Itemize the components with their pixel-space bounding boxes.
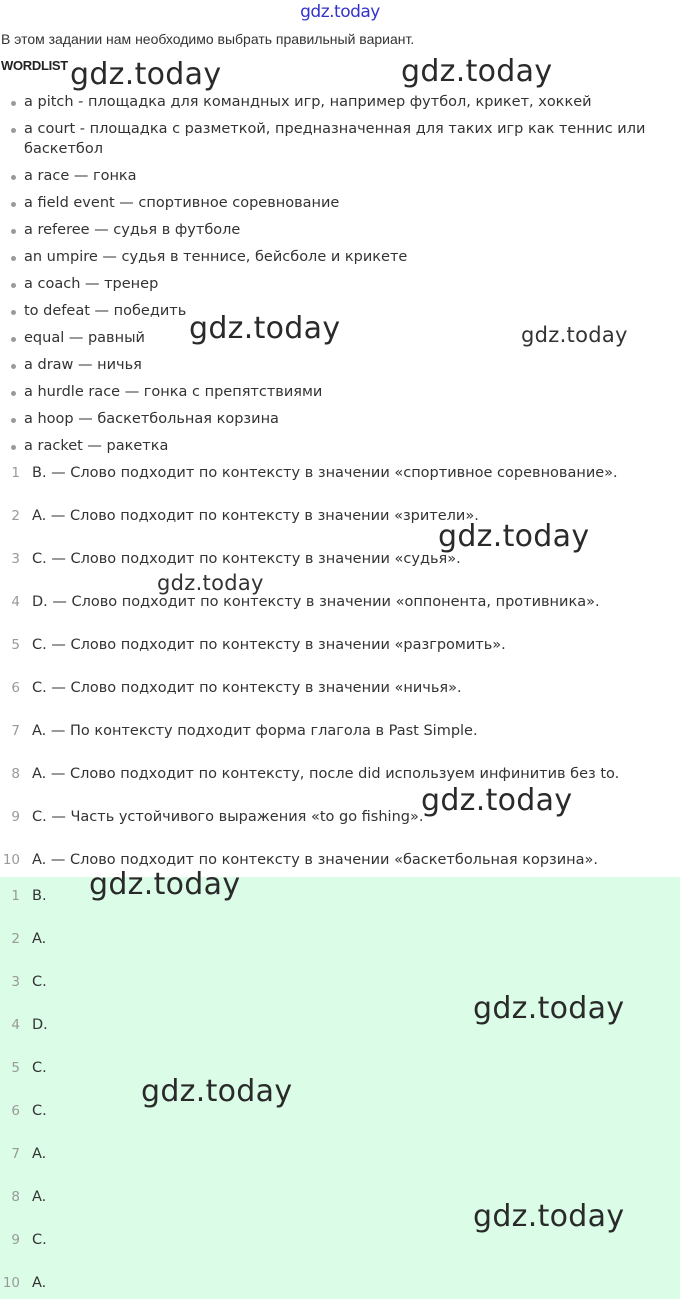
wordlist-item (0, 409, 660, 429)
explanation-row (0, 764, 680, 807)
watermark: gdz.today (157, 571, 264, 595)
item-number: 5 (11, 637, 20, 653)
wordlist-item (0, 220, 660, 240)
answer-text: C. (32, 1232, 47, 1248)
explanation-row (0, 678, 680, 721)
wordlist-item-text: a racket — ракетка (24, 438, 169, 454)
item-number: 6 (11, 1103, 20, 1119)
watermark: gdz.today (401, 54, 553, 89)
watermark: gdz.today (473, 991, 625, 1026)
bullet-dot-icon (11, 445, 16, 450)
answer-text: A. (32, 1275, 47, 1291)
bullet-dot-icon (11, 283, 16, 288)
wordlist-item (0, 193, 660, 213)
bullet-dot-icon (11, 175, 16, 180)
item-number: 2 (11, 931, 20, 947)
bullet-dot-icon (11, 101, 16, 106)
answer-text: D. (32, 1017, 48, 1033)
wordlist-item-text: a coach — тренер (24, 276, 159, 292)
bullet-dot-icon (11, 418, 16, 423)
explanation-text: C. — Слово подходит по контексту в значении «судья». (32, 551, 461, 567)
wordlist-item-text: a referee — судья в футболе (24, 222, 241, 238)
answer-text: A. (32, 1146, 47, 1162)
explanation-row (0, 463, 680, 506)
answer-row (0, 1273, 680, 1293)
wordlist-item (0, 274, 660, 294)
item-number: 1 (11, 888, 20, 904)
item-number: 6 (11, 680, 20, 696)
answer-text: B. (32, 888, 47, 904)
wordlist-item-text: a race — гонка (24, 168, 137, 184)
bullet-dot-icon (11, 391, 16, 396)
answer-text: C. (32, 974, 47, 990)
explanation-row (0, 592, 680, 635)
bullet-dot-icon (11, 337, 16, 342)
bullet-dot-icon (11, 229, 16, 234)
wordlist-item-text: a field event — спортивное соревнование (24, 195, 340, 211)
wordlist-item (0, 119, 660, 159)
explanation-text: C. — Часть устойчивого выражения «to go fishing». (32, 809, 424, 825)
task-intro: В этом задании нам необходимо выбрать правильный вариант. (1, 31, 415, 47)
item-number: 8 (11, 1189, 20, 1205)
item-number: 9 (11, 1232, 20, 1248)
bullet-dot-icon (11, 364, 16, 369)
explanation-text: A. — По контексту подходит форма глагола в Past Simple. (32, 723, 478, 739)
wordlist-item-text: an umpire — судья в теннисе, бейсболе и крикете (24, 249, 408, 265)
item-number: 8 (11, 766, 20, 782)
explanation-text: D. — Слово подходит по контексту в значении «оппонента, противника». (32, 594, 600, 610)
wordlist-item (0, 166, 660, 186)
answer-text: C. (32, 1103, 47, 1119)
wordlist-item (0, 382, 660, 402)
explanation-text: A. — Слово подходит по контексту, после did используем инфинитив без to. (32, 766, 620, 782)
explanation-row (0, 721, 680, 764)
wordlist-item (0, 92, 660, 112)
watermark: gdz.today (438, 519, 590, 554)
answer-row (0, 1101, 680, 1121)
answers-panel (0, 877, 680, 1299)
explanation-row (0, 807, 680, 850)
answer-row (0, 972, 680, 992)
answer-text: A. (32, 931, 47, 947)
wordlist-item-text: to defeat — победить (24, 303, 187, 319)
explanation-text: A. — Слово подходит по контексту в значении «баскетбольная корзина». (32, 852, 599, 868)
item-number: 2 (11, 508, 20, 524)
wordlist-item (0, 247, 660, 267)
watermark: gdz.today (421, 783, 573, 818)
item-number: 7 (11, 723, 20, 739)
wordlist-item (0, 436, 660, 456)
item-number: 1 (11, 465, 20, 481)
bullet-dot-icon (11, 310, 16, 315)
wordlist-title: WORDLIST (1, 58, 68, 73)
explanation-text: B. — Слово подходит по контексту в значении «спортивное соревнование». (32, 465, 618, 481)
item-number: 7 (11, 1146, 20, 1162)
explanation-text: C. — Слово подходит по контексту в значении «разгромить». (32, 637, 506, 653)
answer-text: A. (32, 1189, 47, 1205)
item-number: 10 (2, 1275, 20, 1291)
item-number: 9 (11, 809, 20, 825)
watermark: gdz.today (521, 323, 628, 347)
item-number: 3 (11, 551, 20, 567)
wordlist-item-text: a court - площадка с разметкой, предназначенная для таких игр как теннис или баскетбол (24, 121, 646, 157)
answer-text: C. (32, 1060, 47, 1076)
explanation-row (0, 635, 680, 678)
item-number: 3 (11, 974, 20, 990)
site-logo[interactable]: gdz.today (300, 2, 380, 22)
explanation-row (0, 549, 680, 595)
answer-row (0, 929, 680, 949)
watermark: gdz.today (473, 1199, 625, 1234)
item-number: 4 (11, 1017, 20, 1033)
bullet-dot-icon (11, 202, 16, 207)
watermark: gdz.today (141, 1074, 293, 1109)
wordlist-item-text: a pitch - площадка для командных игр, например футбол, крикет, хоккей (24, 94, 592, 110)
wordlist-item (0, 355, 660, 375)
explanation-text: A. — Слово подходит по контексту в значении «зрители». (32, 508, 479, 524)
watermark: gdz.today (89, 867, 241, 902)
item-number: 10 (2, 852, 20, 868)
wordlist-item-text: a hurdle race — гонка с препятствиями (24, 384, 323, 400)
answer-row (0, 1144, 680, 1164)
watermark: gdz.today (70, 57, 222, 92)
wordlist-item-text: equal — равный (24, 330, 145, 346)
wordlist (0, 92, 660, 463)
item-number: 5 (11, 1060, 20, 1076)
watermark: gdz.today (189, 311, 341, 346)
wordlist-item-text: a hoop — баскетбольная корзина (24, 411, 279, 427)
wordlist-item-text: a draw — ничья (24, 357, 142, 373)
explanation-text: C. — Слово подходит по контексту в значении «ничья». (32, 680, 462, 696)
answer-row (0, 1058, 680, 1078)
bullet-dot-icon (11, 256, 16, 261)
bullet-dot-icon (11, 128, 16, 133)
item-number: 4 (11, 594, 20, 610)
